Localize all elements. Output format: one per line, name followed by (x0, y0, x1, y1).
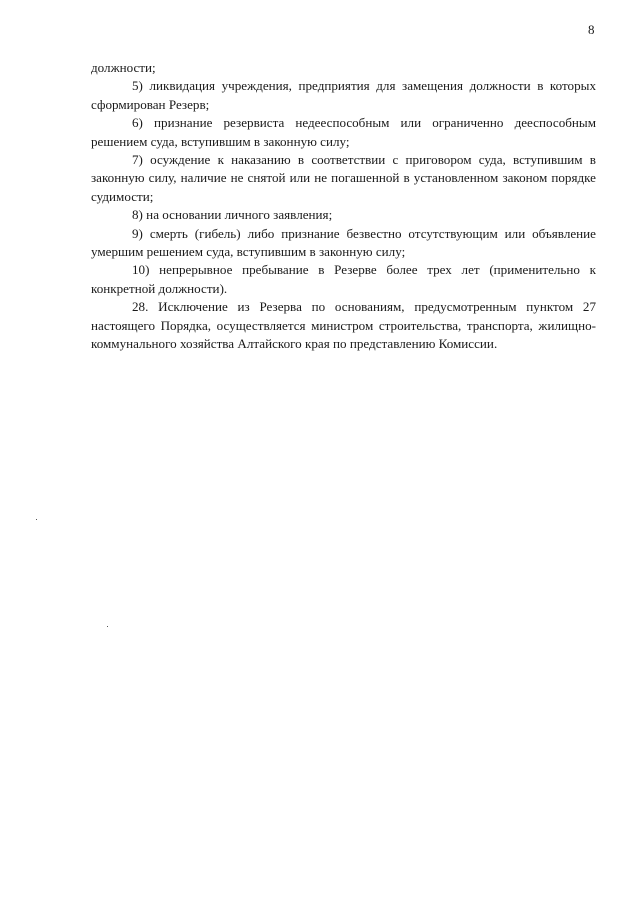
list-item-9: 9) смерть (гибель) либо признание безвестно отсутствующим или объявление умершим решением суда, вступившим в законную силу; (91, 225, 596, 260)
list-item-6: 6) признание резервиста недееспособным или ограниченно дееспособным решением суда, вступившим в законную силу; (91, 115, 596, 149)
clause-28: 28. Исключение из Резерва по основаниям, предусмотренным пунктом 27 настоящего Порядка, осуществляется министром строительства, транспорта, жилищно-коммунального хозяйства Алтайского края по представлению Комиссии. (91, 299, 596, 352)
paragraph-continuation: должности; (91, 60, 156, 75)
list-item-8: 8) на основании личного заявления; (132, 207, 333, 223)
scan-speck (36, 519, 37, 520)
document-body (91, 59, 596, 354)
scan-speck (107, 626, 108, 627)
list-item-5: 5) ликвидация учреждения, предприятия для замещения должности в которых сформирован Резерв; (91, 78, 596, 112)
list-item-10: 10) непрерывное пребывание в Резерве более трех лет (применительно к конкретной должности). (91, 262, 596, 296)
page-number: 8 (588, 22, 595, 37)
list-item-7: 7) осуждение к наказанию в соответствии с приговором суда, вступившим в законную силу, наличие не снятой или не погашенной в установленном законом порядке судимости; (91, 152, 596, 204)
